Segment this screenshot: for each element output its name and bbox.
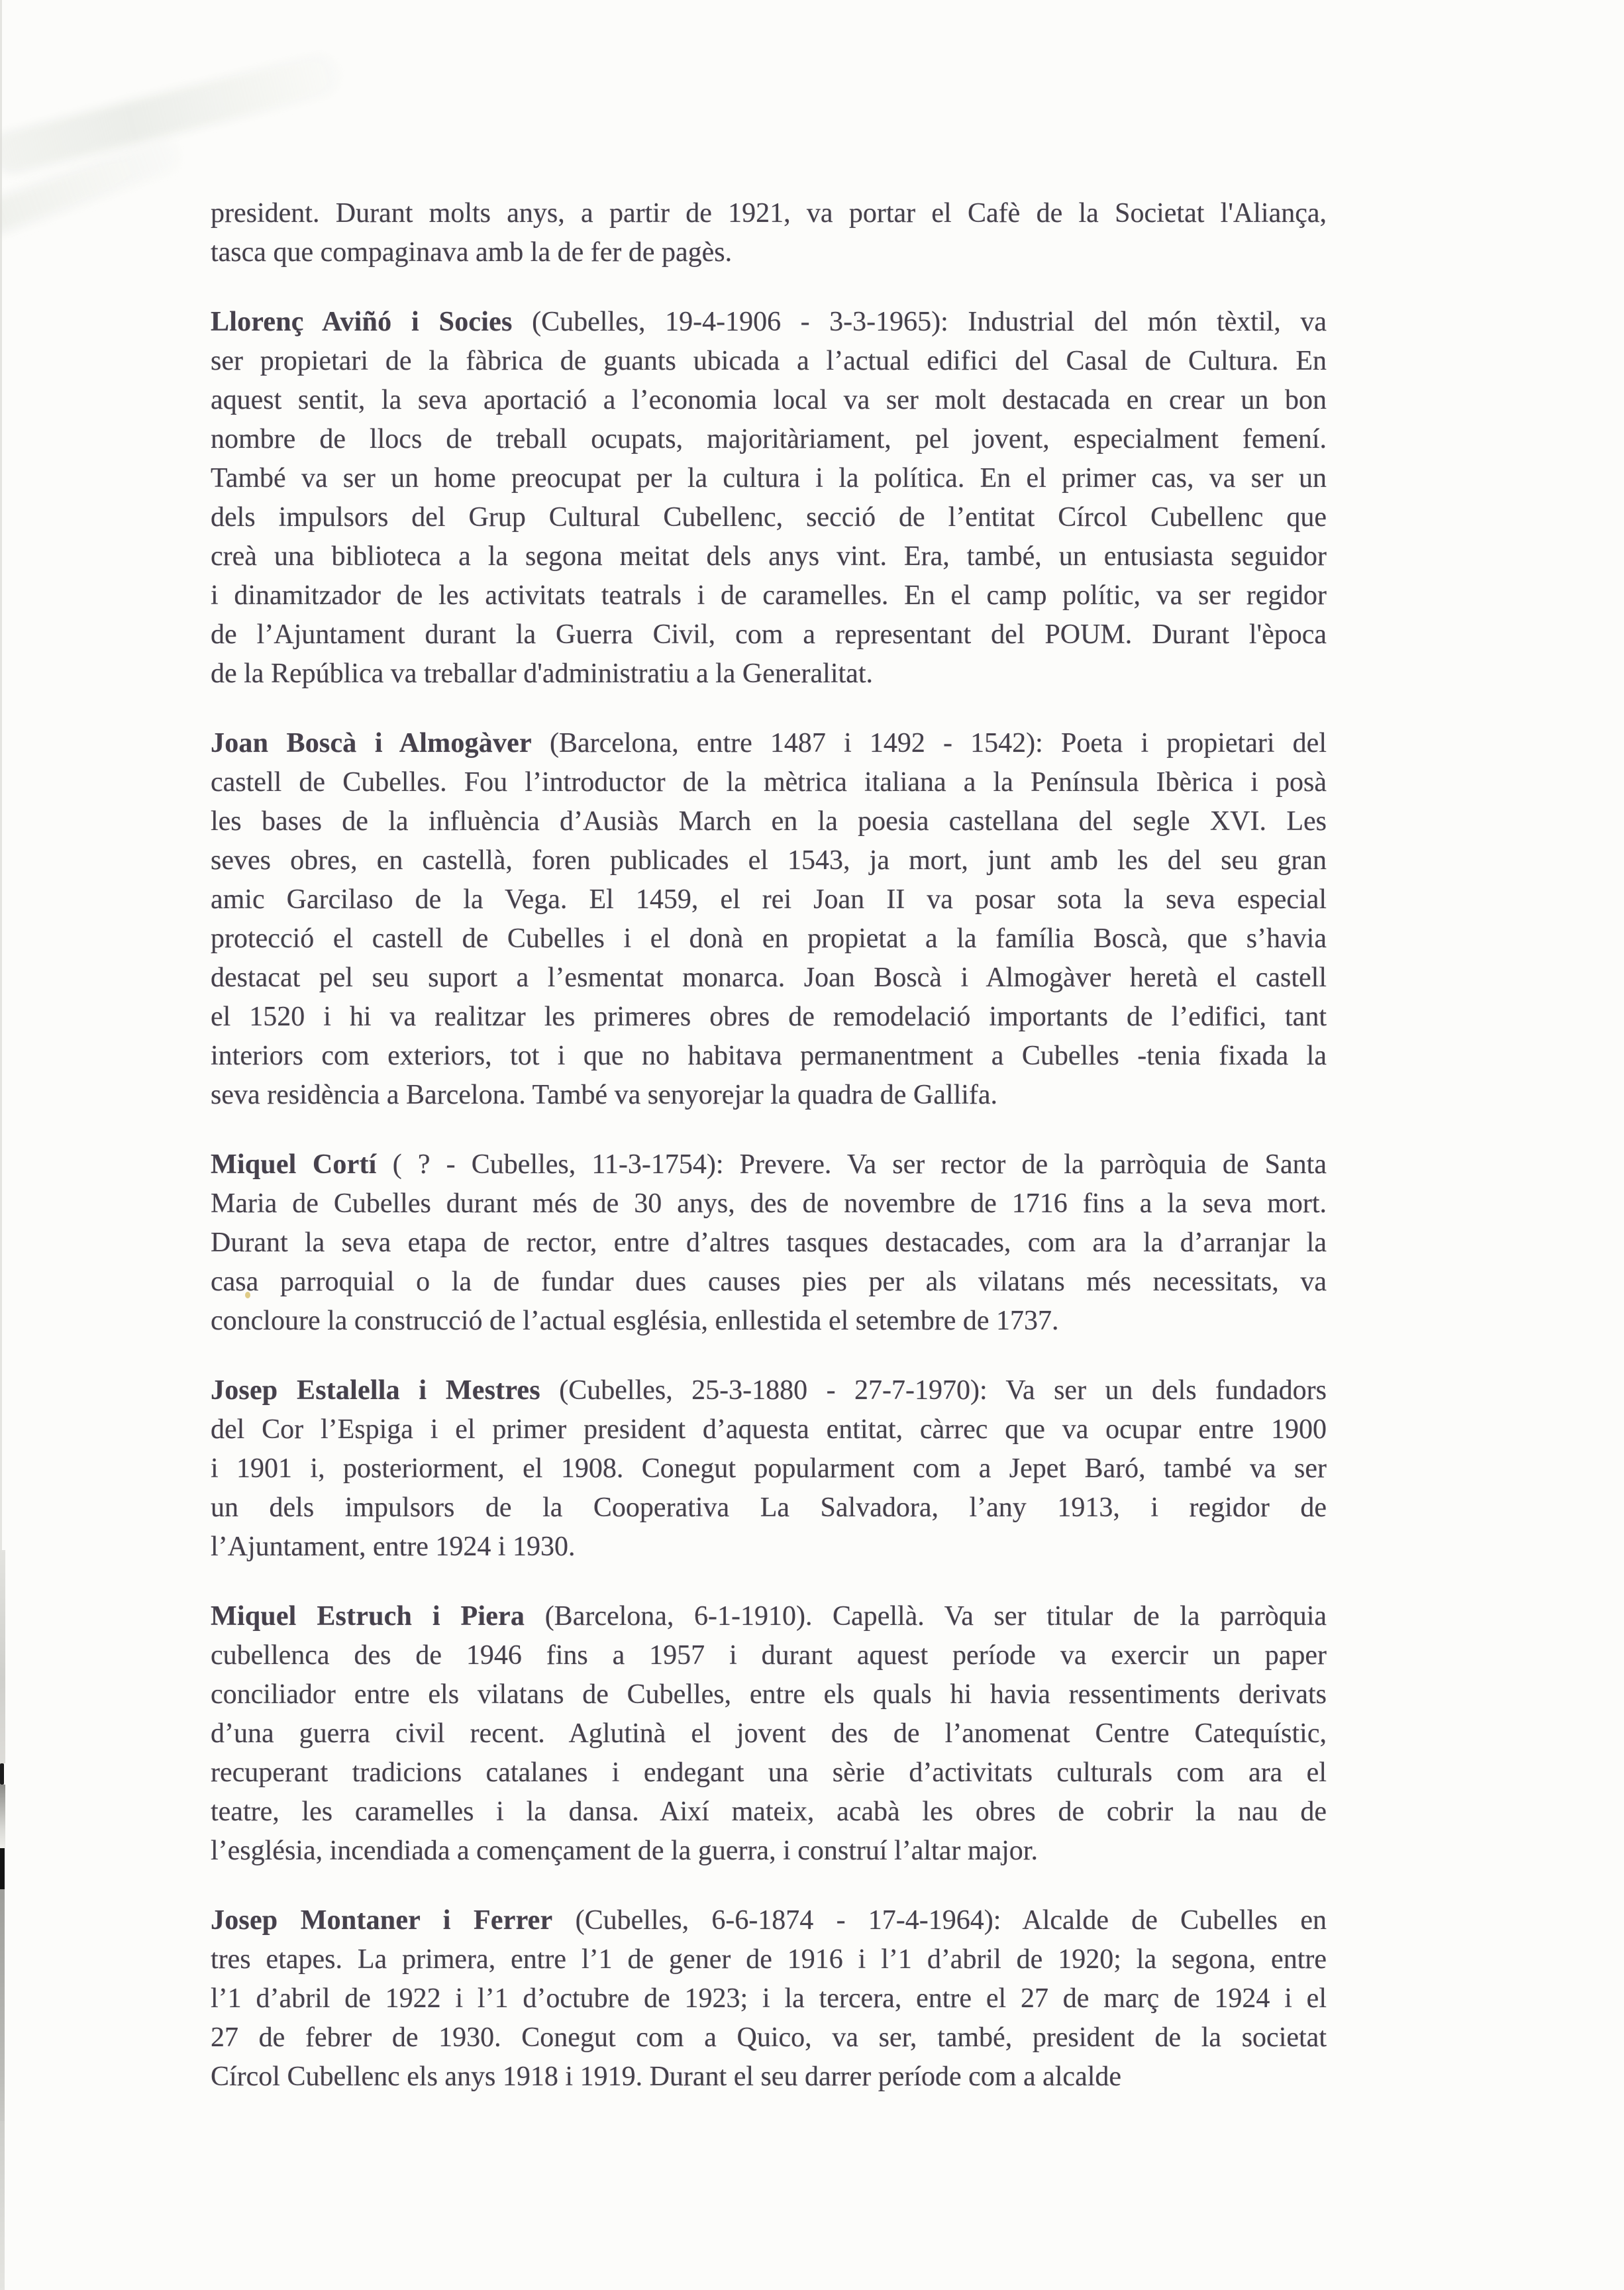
scanner-edge-black-block [0,1848,5,1889]
text-line: Josep Montaner i Ferrer (Cubelles, 6-6-1874 - 17-4-1964): Alcalde de Cubelles en [211,1905,1327,1936]
scanner-edge-strip-upper [0,1550,5,1763]
bio-joan-bosca-i-almogaver [211,724,1327,1115]
bio-josep-montaner-i-ferrer [211,1901,1327,2097]
text-line: el 1520 i hi va realitzar les primeres obres de remodelació importants de l’edifici, tant [211,1002,1327,1032]
text-line: seva residència a Barcelona. També va senyorejar la quadra de Gallifa. [211,1080,998,1110]
text-line: interiors com exteriors, tot i que no habitava permanentment a Cubelles -tenia fixada la [211,1041,1327,1071]
entry-name: Miquel Cortí [211,1149,377,1180]
text-line: de la República va treballar d'administratiu a la Generalitat. [211,658,873,689]
text-line: castell de Cubelles. Fou l’introductor de la mètrica italiana a la Península Ibèrica i posà [211,767,1327,798]
text-line: destacat pel seu suport a l’esmentat monarca. Joan Boscà i Almogàver heretà el castell [211,963,1327,993]
text-line: nombre de llocs de treball ocupats, majoritàriament, pel jovent, especialment femení. [211,424,1327,454]
text-line: creà una biblioteca a la segona meitat dels anys vint. Era, també, un entusiasta seguidor [211,541,1327,572]
text-line: Josep Estalella i Mestres (Cubelles, 25-3-1880 - 27-7-1970): Va ser un dels fundadors [211,1375,1327,1406]
text-line: protecció el castell de Cubelles i el donà en propietat a la família Boscà, que s’havia [211,923,1327,954]
bio-josep-estalella-i-mestres [211,1371,1327,1567]
paragraph-previous-continuation [211,194,1327,272]
entry-name: Joan Boscà i Almogàver [211,728,532,758]
scanner-edge-grey-wedge [0,1785,5,1848]
text-line: seves obres, en castellà, foren publicades el 1543, ja mort, junt amb les del seu gran [211,845,1327,876]
text-line: Miquel Cortí ( ? - Cubelles, 11-3-1754): Prevere. Va ser rector de la parròquia de Santa [211,1149,1327,1180]
text-line: recuperant tradicions catalanes i endegant una sèrie d’activitats culturals com ara el [211,1757,1327,1788]
text-line: un dels impulsors de la Cooperativa La Salvadora, l’any 1913, i regidor de [211,1492,1327,1523]
text-line: 27 de febrer de 1930. Conegut com a Quico, va ser, també, president de la societat [211,2022,1327,2053]
entry-name: Llorenç Aviñó i Socies [211,307,513,337]
text-line: conciliador entre els vilatans de Cubelles, entre els quals hi havia ressentiments derivats [211,1679,1327,1710]
bio-miquel-corti [211,1145,1327,1341]
text-line: aquest sentit, la seva aportació a l’economia local va ser molt destacada en crear un bon [211,385,1327,415]
text-line: d’una guerra civil recent. Aglutinà el jovent des de l’anomenat Centre Catequístic, [211,1718,1327,1749]
text-line: amic Garcilaso de la Vega. El 1459, el rei Joan II va posar sota la seva especial [211,884,1327,915]
bio-llorenc-avino-i-socies [211,303,1327,694]
scanner-edge-strip-mid [0,1889,5,2121]
text-line: Miquel Estruch i Piera (Barcelona, 6-1-1910). Capellà. Va ser titular de la parròquia [211,1601,1327,1632]
text-line: i dinamitzador de les activitats teatrals i de caramelles. En el camp polític, va ser regidor [211,580,1327,611]
text-line: cubellenca des de 1946 fins a 1957 i durant aquest període va exercir un paper [211,1640,1327,1671]
text-line: dels impulsors del Grup Cultural Cubellenc, secció de l’entitat Círcol Cubellenc que [211,502,1327,533]
text-line: tasca que compaginava amb la de fer de pagès. [211,237,733,268]
text-line: de l’Ajuntament durant la Guerra Civil, com a representant del POUM. Durant l'època [211,619,1327,650]
text-line: del Cor l’Espiga i el primer president d’aquesta entitat, càrrec que va ocupar entre 1900 [211,1414,1327,1445]
text-line: Durant la seva etapa de rector, entre d’altres tasques destacades, com ara la d’arranjar la [211,1227,1327,1258]
text-line: Llorenç Aviñó i Socies (Cubelles, 19-4-1906 - 3-3-1965): Industrial del món tèxtil, va [211,307,1327,337]
scanner-edge-strip-tail [0,2121,5,2290]
entry-name: Josep Montaner i Ferrer [211,1905,553,1936]
text-line: l’1 d’abril de 1922 i l’1 d’octubre de 1923; i la tercera, entre el 27 de març de 1924 i el [211,1983,1327,2014]
text-line: Maria de Cubelles durant més de 30 anys, des de novembre de 1716 fins a la seva mort. [211,1188,1327,1219]
text-line: i 1901 i, posteriorment, el 1908. Conegut popularment com a Jepet Baró, també va ser [211,1453,1327,1484]
text-line: l’església, incendiada a començament de la guerra, i construí l’altar major. [211,1836,1038,1866]
text-line: teatre, les caramelles i la dansa. Així mateix, acabà les obres de cobrir la nau de [211,1796,1327,1827]
bio-miquel-estruch-i-piera [211,1597,1327,1871]
scanner-edge-black-dash [0,1763,4,1785]
text-line: tres etapes. La primera, entre l’1 de gener de 1916 i l’1 d’abril de 1920; la segona, entre [211,1944,1327,1975]
text-line: ser propietari de la fàbrica de guants ubicada a l’actual edifici del Casal de Cultura. En [211,346,1327,376]
text-line: Joan Boscà i Almogàver (Barcelona, entre 1487 i 1492 - 1542): Poeta i propietari del [211,728,1327,758]
text-line: l’Ajuntament, entre 1924 i 1930. [211,1532,576,1562]
text-line: president. Durant molts anys, a partir de 1921, va portar el Cafè de la Societat l'Aliança, [211,198,1327,229]
text-line: casa parroquial o la de fundar dues causes pies per als vilatans més necessitats, va [211,1267,1327,1297]
entry-name: Miquel Estruch i Piera [211,1601,525,1632]
text-block [211,194,1327,2127]
text-line: Círcol Cubellenc els anys 1918 i 1919. Durant el seu darrer període com a alcalde [211,2061,1122,2092]
text-line: També va ser un home preocupat per la cultura i la política. En el primer cas, va ser un [211,463,1327,494]
text-line: concloure la construcció de l’actual església, enllestida el setembre de 1737. [211,1306,1059,1336]
text-line: les bases de la influència d’Ausiàs March en la poesia castellana del segle XVI. Les [211,806,1327,837]
entry-name: Josep Estalella i Mestres [211,1375,540,1406]
